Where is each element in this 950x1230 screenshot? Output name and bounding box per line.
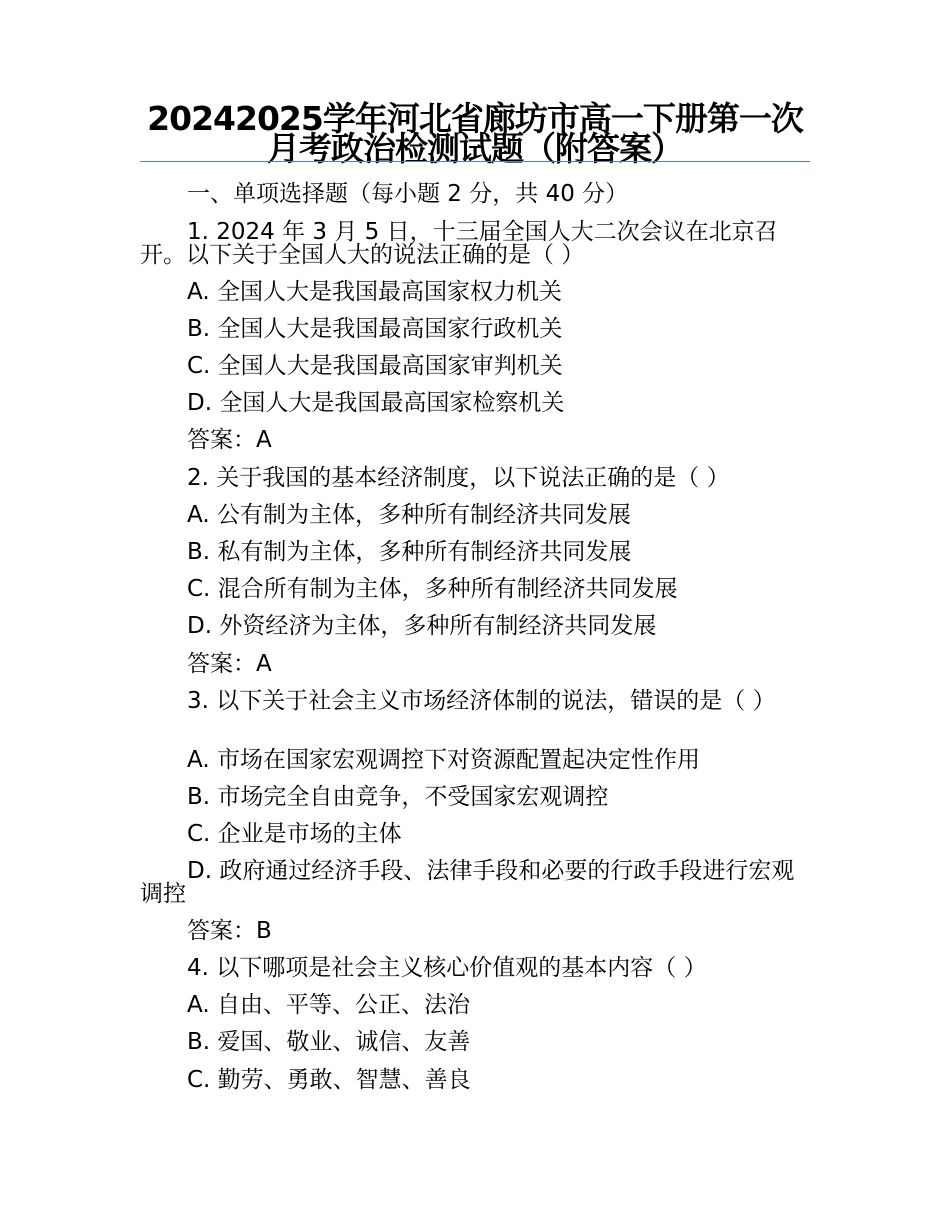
question-1-option-c: C. 全国人大是我国最高国家审判机关 xyxy=(187,353,563,379)
question-2-answer: 答案：A xyxy=(187,651,272,677)
question-2-option-d: D. 外资经济为主体，多种所有制经济共同发展 xyxy=(187,613,657,639)
question-3-option-d: D. 政府通过经济手段、法律手段和必要的行政手段进行宏观调控 xyxy=(140,858,795,907)
question-3-option-c: C. 企业是市场的主体 xyxy=(187,821,402,847)
question-3-stem: 3. 以下关于社会主义市场经济体制的说法，错误的是（ ） xyxy=(187,688,776,714)
question-1-option-a: A. 全国人大是我国最高国家权力机关 xyxy=(187,279,562,305)
question-4-option-b: B. 爱国、敬业、诚信、友善 xyxy=(187,1029,471,1055)
question-1-option-b: B. 全国人大是我国最高国家行政机关 xyxy=(187,316,563,342)
question-3-option-b: B. 市场完全自由竞争，不受国家宏观调控 xyxy=(187,784,609,810)
question-2-option-a: A. 公有制为主体，多种所有制经济共同发展 xyxy=(187,502,631,528)
question-4-option-a: A. 自由、平等、公正、法治 xyxy=(187,992,470,1018)
question-4-option-c: C. 勤劳、勇敢、智慧、善良 xyxy=(187,1067,471,1093)
document-title: 20242025学年河北省廊坊市高一下册第一次月考政治检测试题（附答案） xyxy=(147,99,803,168)
question-2-option-b: B. 私有制为主体，多种所有制经济共同发展 xyxy=(187,539,632,565)
question-4-stem: 4. 以下哪项是社会主义核心价值观的基本内容（ ） xyxy=(187,955,707,981)
question-2-stem: 2. 关于我国的基本经济制度，以下说法正确的是（ ） xyxy=(187,465,730,491)
question-2-option-c: C. 混合所有制为主体，多种所有制经济共同发展 xyxy=(187,576,678,602)
question-1-option-d: D. 全国人大是我国最高国家检察机关 xyxy=(187,390,565,416)
question-1-stem: 1. 2024 年 3 月 5 日，十三届全国人大二次会议在北京召开。以下关于全国人大的说法正确的是（ ） xyxy=(140,219,778,268)
question-1-answer: 答案：A xyxy=(187,427,272,453)
question-3-option-a: A. 市场在国家宏观调控下对资源配置起决定性作用 xyxy=(187,747,700,773)
title-underline xyxy=(140,161,810,162)
section-heading: 一、单项选择题（每小题 2 分，共 40 分） xyxy=(187,181,629,207)
question-3-answer: 答案：B xyxy=(187,918,272,944)
